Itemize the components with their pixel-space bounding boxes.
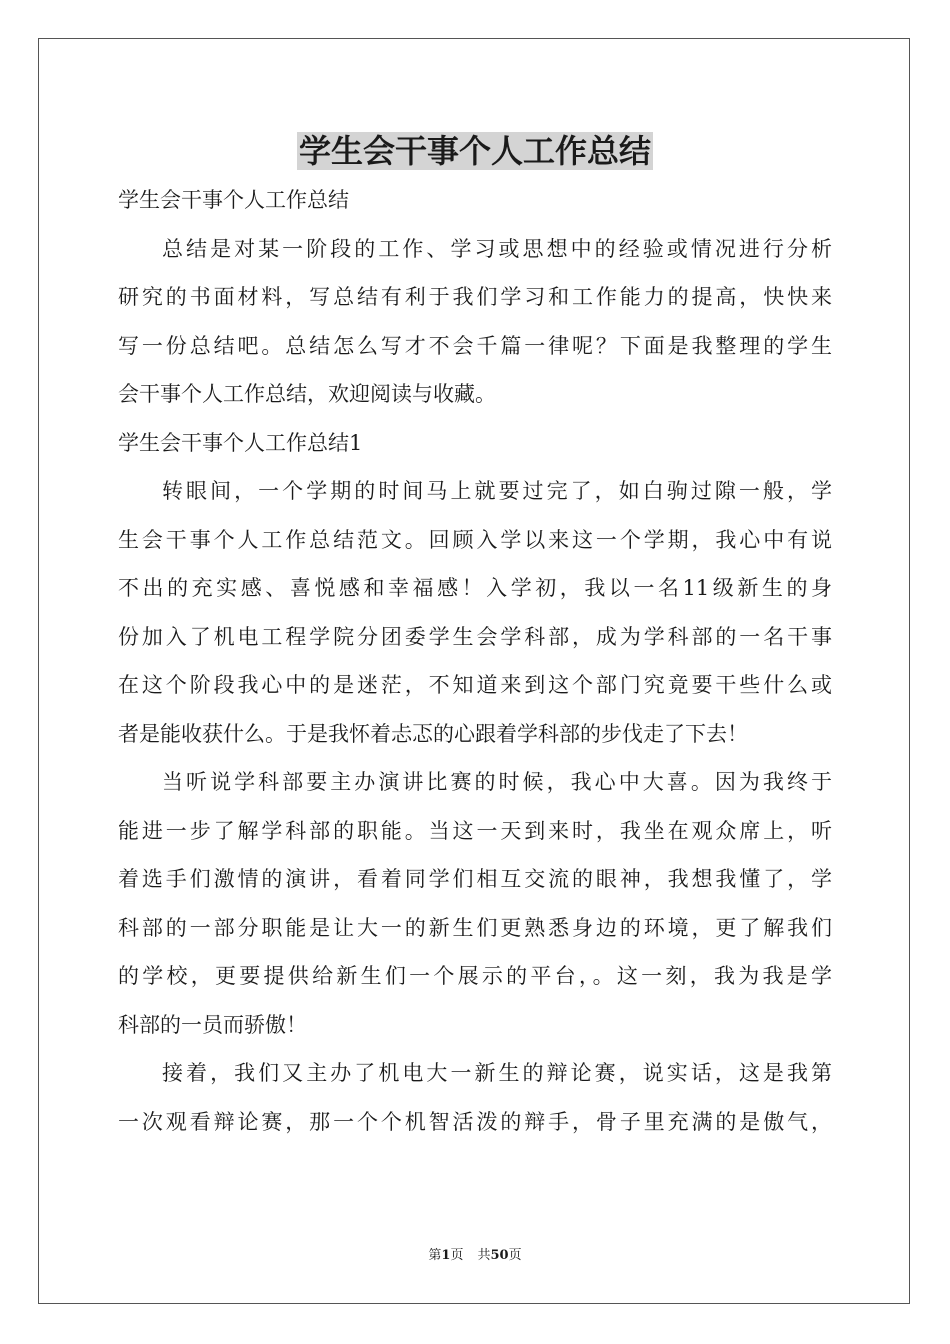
section-heading: 学生会干事个人工作总结1 [118,430,363,455]
page-prefix: 第 [428,1248,442,1263]
paragraph2-line: 能进一步了解学科部的职能。当这一天到来时，我坐在观众席上，听 [118,818,832,843]
paragraph2-line: 当听说学科部要主办演讲比赛的时候，我心中大喜。因为我终于 [162,770,832,794]
paragraph1-line: 转眼间，一个学期的时间马上就要过完了，如白驹过隙一般，学 [162,479,832,503]
page-number: 1 [441,1248,451,1263]
intro-line: 写一份总结吧。总结怎么写才不会千篇一律呢？下面是我整理的学生 [118,333,832,358]
document-title [0,128,950,174]
total-pages: 50 [490,1248,509,1263]
intro-line: 总结是对某一阶段的工作、学习或思想中的经验或情况进行分析 [162,236,832,261]
paragraph3-line: 接着，我们又主办了机电大一新生的辩论赛，说实话，这是我第 [162,1061,832,1085]
paragraph1-line: 者是能收获什么。于是我怀着忐忑的心跟着学科部的步伐走了下去！ [118,721,748,746]
document-title-text: 学生会干事个人工作总结 [298,132,651,170]
intro-line: 会干事个人工作总结，欢迎阅读与收藏。 [118,382,496,406]
document-body [118,176,832,1146]
paragraph1-line: 不出的充实感、喜悦感和幸福感！入学初，我以一名11级新生的身 [118,576,832,600]
paragraph2-line: 的学校，更要提供给新生们一个展示的平台，。这一刻，我为我是学 [118,964,832,988]
page-suffix: 页 [450,1248,464,1263]
paragraph1-line: 份加入了机电工程学院分团委学生会学科部，成为学科部的一名干事 [118,624,832,649]
paragraph2-line: 科部的一部分职能是让大一的新生们更熟悉身边的环境，更了解我们 [118,915,832,940]
document-subtitle: 学生会干事个人工作总结 [118,188,349,212]
paragraph2-line: 科部的一员而骄傲！ [118,1012,307,1037]
paragraph1-line: 生会干事个人工作总结范文。回顾入学以来这一个学期，我心中有说 [118,527,832,552]
total-prefix: 共 [477,1248,491,1263]
intro-line: 研究的书面材料，写总结有利于我们学习和工作能力的提高，快快来 [118,285,832,309]
paragraph3-line: 一次观看辩论赛，那一个个机智活泼的辩手，骨子里充满的是傲气， [118,1109,832,1134]
page-footer [0,1246,950,1266]
paragraph2-line: 着选手们激情的演讲，看着同学们相互交流的眼神，我想我懂了，学 [118,867,832,891]
paragraph1-line: 在这个阶段我心中的是迷茫，不知道来到这个部门究竟要干些什么或 [118,673,832,697]
total-suffix: 页 [508,1248,522,1263]
